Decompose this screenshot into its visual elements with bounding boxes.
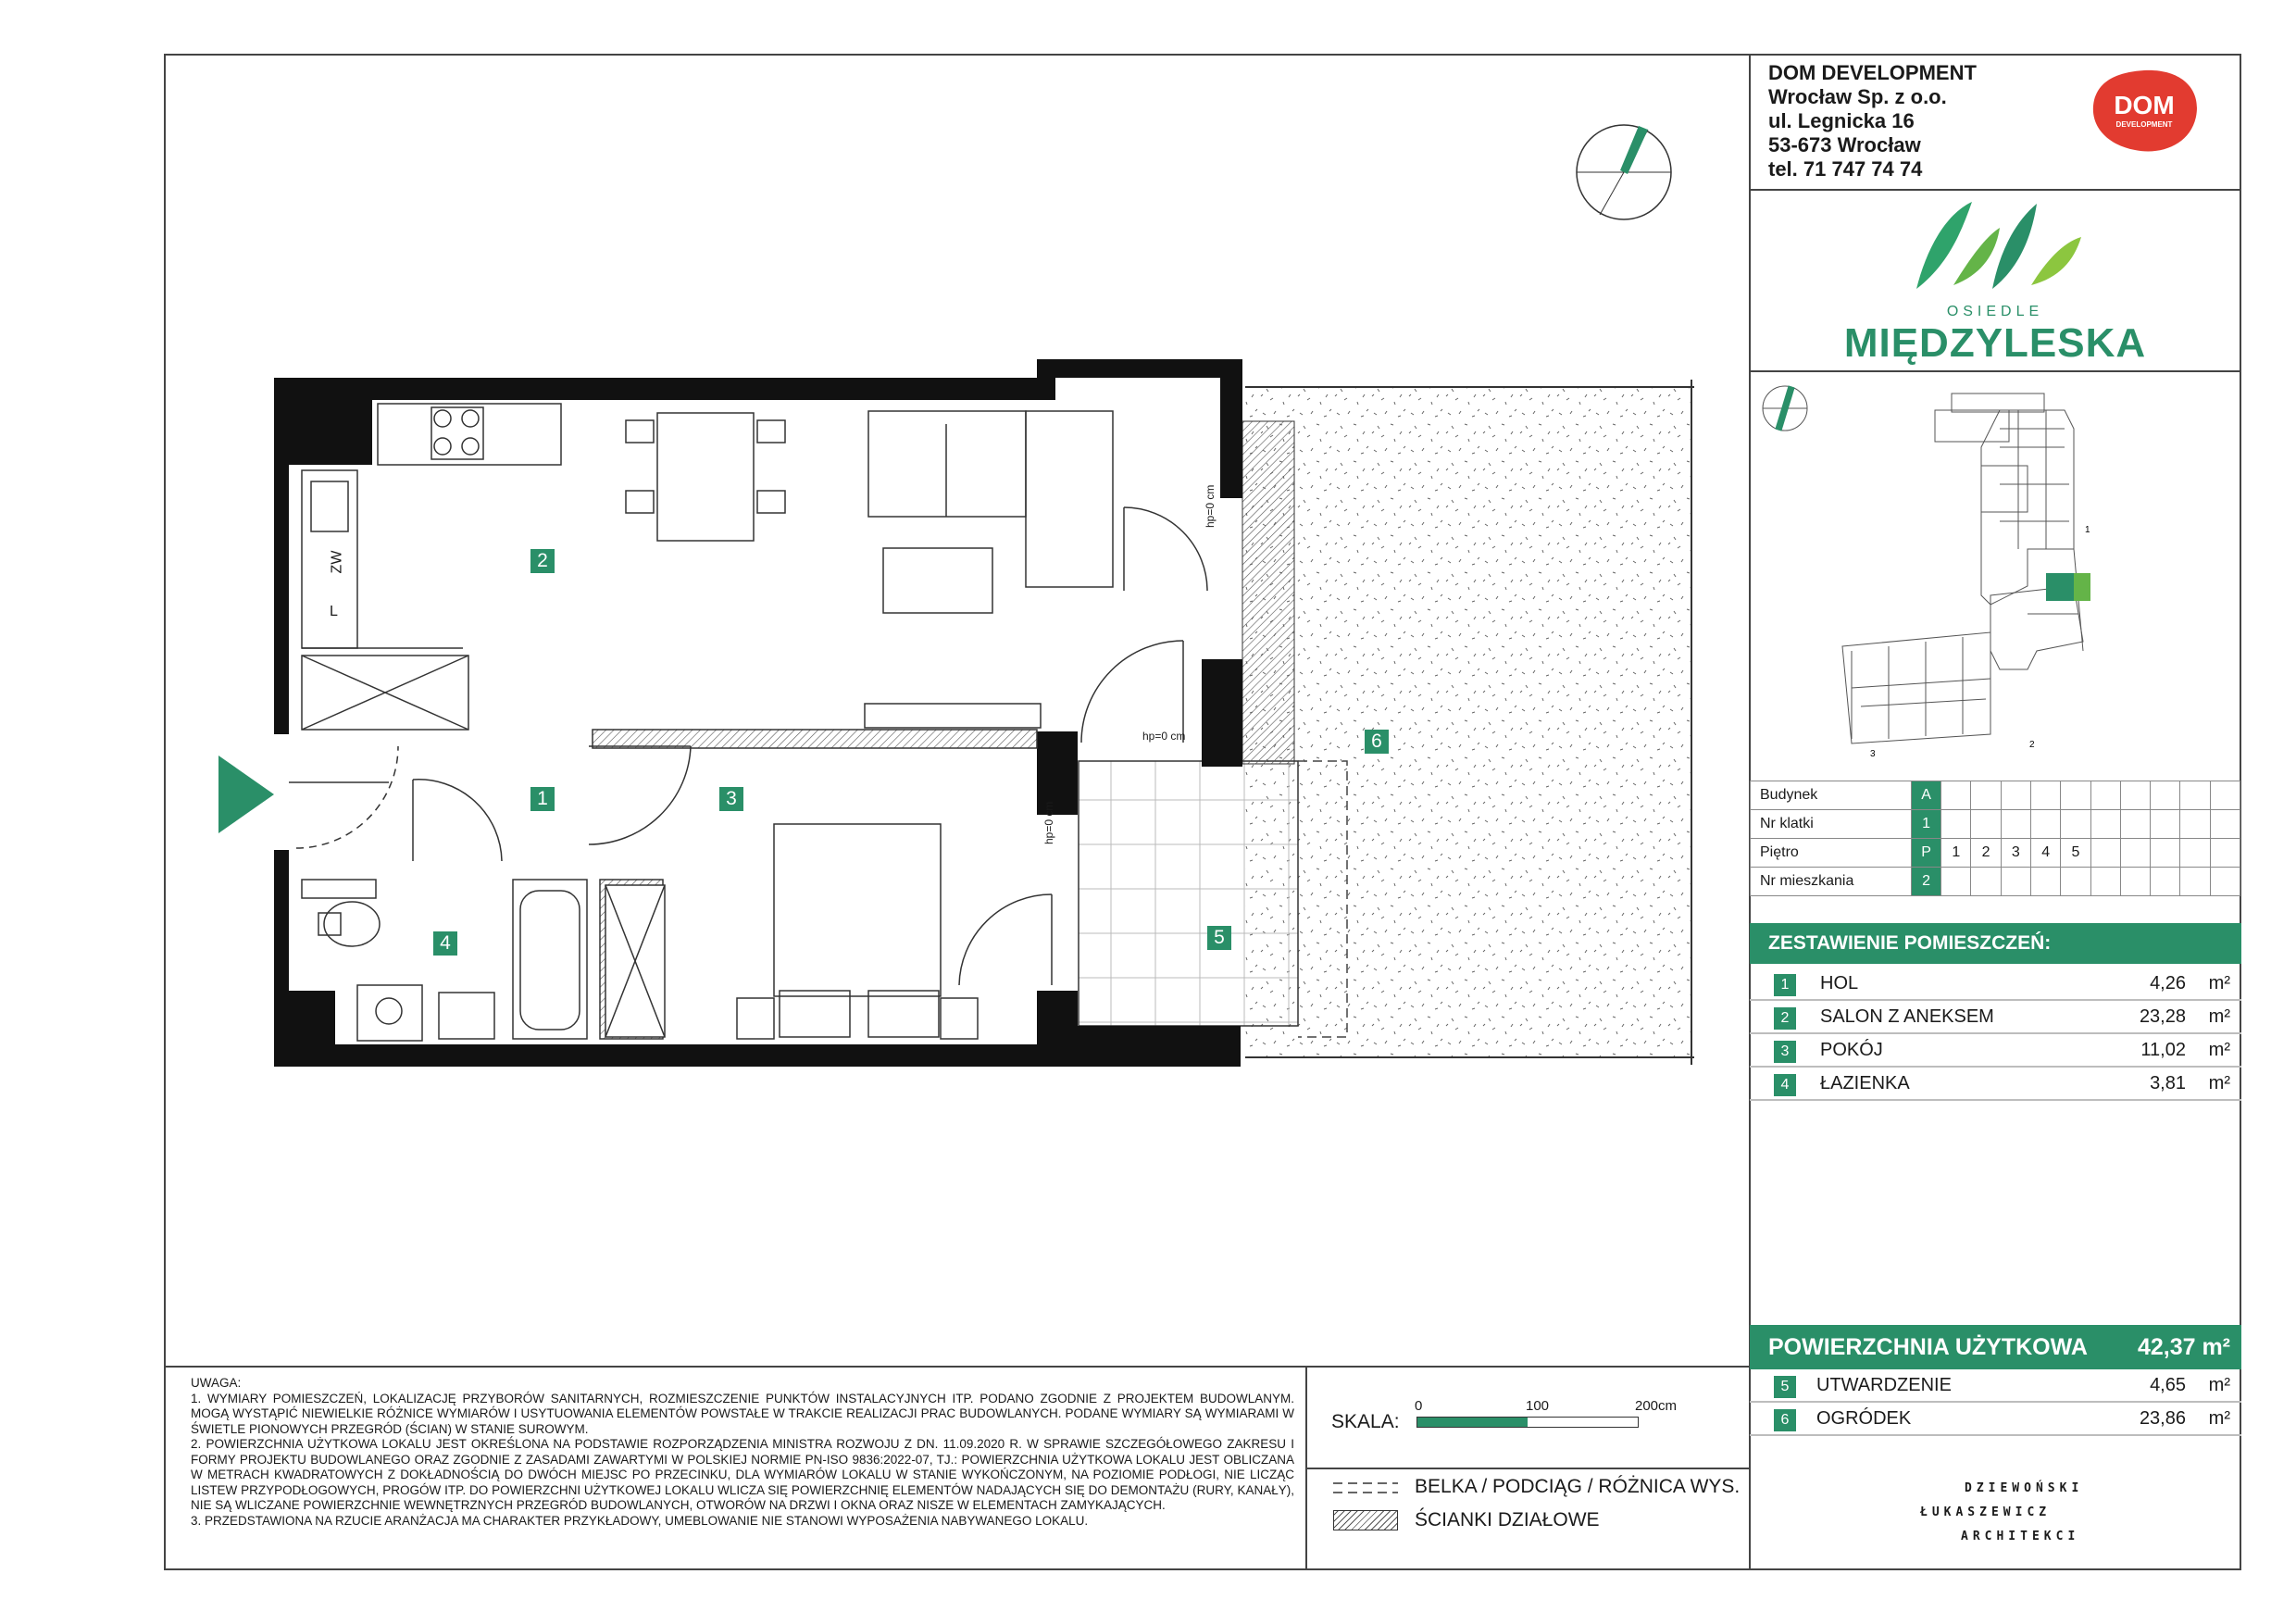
scale-tick-100: 100 — [1526, 1398, 1550, 1414]
room-name: ŁAZIENKA — [1820, 1073, 1910, 1093]
room-name: SALON Z ANEKSEM — [1820, 1006, 1994, 1027]
scale-bar — [1416, 1417, 1639, 1428]
project-name: MIĘDZYLESKA — [1843, 320, 2147, 366]
spec-value: 1 — [1911, 810, 1940, 839]
architect-line: ARCHITEKCI — [1961, 1530, 2080, 1543]
room-area-unit: m² — [2208, 1408, 2230, 1429]
room-name: POKÓJ — [1820, 1040, 1883, 1060]
company-city: 53-673 Wrocław — [1768, 133, 1921, 156]
entry-arrow-icon — [218, 756, 274, 833]
room-name: HOL — [1820, 973, 1859, 993]
company-street: ul. Legnicka 16 — [1768, 109, 1915, 132]
room-area-unit: m² — [2208, 1073, 2230, 1093]
spec-row-mieszkanie — [1751, 868, 2240, 896]
room-area-unit: m² — [2208, 1006, 2230, 1027]
floor-option: 3 — [2001, 839, 2030, 868]
spec-row-klatka — [1751, 810, 2240, 839]
threshold-label: hp=0 cm — [1204, 484, 1217, 528]
floor-option: 2 — [1971, 839, 2001, 868]
room-area-unit: m² — [2208, 1375, 2230, 1395]
floor-option: 5 — [2061, 839, 2090, 868]
threshold-label: hp=0 cm — [1142, 730, 1186, 743]
room-row — [1750, 968, 2241, 1001]
company-phone: tel. 71 747 74 74 — [1768, 157, 1923, 181]
spec-label: Budynek — [1751, 781, 1912, 810]
total-usable-area — [1750, 1325, 2241, 1369]
room-number-badge: 2 — [1774, 1007, 1796, 1030]
room-label-6: 6 — [1365, 730, 1389, 754]
spec-row-budynek — [1751, 781, 2240, 810]
room-area: 23,86 — [2139, 1408, 2186, 1429]
scale-tick-0: 0 — [1415, 1398, 1423, 1414]
room-area: 23,28 — [2139, 1006, 2186, 1027]
rooms-summary-title: ZESTAWIENIE POMIESZCZEŃ: — [1750, 923, 2241, 964]
apartment-spec-grid — [1750, 781, 2240, 896]
spec-value: 2 — [1911, 868, 1940, 896]
total-value: 42,37 m² — [2137, 1334, 2230, 1360]
keyplan-marker-2: 2 — [2029, 740, 2035, 750]
dom-logo-text: DOM — [2114, 91, 2175, 119]
dom-development-logo — [2085, 67, 2203, 156]
notes-block — [191, 1376, 1294, 1529]
extra-area-row — [1750, 1403, 2241, 1436]
floor-option: 4 — [2031, 839, 2061, 868]
room-label-2: 2 — [530, 549, 555, 573]
architect-line: ŁUKASZEWICZ — [1920, 1505, 2052, 1519]
legend-partition-label: ŚCIANKI DZIAŁOWE — [1415, 1509, 1600, 1530]
divider-notes — [164, 1366, 1751, 1368]
spec-label: Nr mieszkania — [1751, 868, 1912, 896]
project-logo — [1907, 196, 2092, 298]
spec-value: A — [1911, 781, 1940, 810]
note-item: 2. POWIERZCHNIA UŻYTKOWA LOKALU JEST OKREŚLONA NA PODSTAWIE ROZPORZĄDZENIA MINISTRA ROZWOJU Z DN. 11.09.2020 R. W SPRAWIE SZCZEGÓŁOWEGO ZAKRESU I FORMY PROJEKTU BUDOWLANEGO ORAZ ZGODNIE Z ZASADAMI ZAWARTYMI W POLSKIEJ NORMIE PN-ISO 9836:2022-07, TJ.: POWIERZCHNIA UŻYTKOWA LOKALU JEST OBLICZANA W METRACH KWADRATOWYCH Z DOKŁADNOŚCIĄ DO DWÓCH MIEJSC PO PRZECINKU, DLA WYMIARÓW LOKALU W STANIE WYKOŃCZONYM, NA POZIOMIE PODŁOGI, NIE LICZĄC LISTEW PRZYPODŁOGOWYCH, PROGÓW ITP. DO POWIERZCHNI UŻYTKOWEJ LOKALU WLICZA SIĘ POWIERZCHNIĘ ELEMENTÓW NADAJĄCYCH SIĘ DO DEMONTAŻU (RURY, KANAŁY), NIE SĄ WLICZANE POWIERZCHNIE WEWNĘTRZNYCH PRZEGRÓD BUDOWLANYCH, OTWORÓW NA DRZWI I OKNA ORAZ NISZE W ELEMENTACH ZAMYKAJĄCYCH. — [191, 1437, 1294, 1512]
divider-logo — [1749, 370, 2241, 372]
room-number-badge: 4 — [1774, 1074, 1796, 1096]
project-prefix: OSIEDLE — [1946, 304, 2044, 319]
key-plan — [1750, 373, 2241, 781]
room-label-4: 4 — [433, 931, 457, 956]
room-area-unit: m² — [2208, 973, 2230, 993]
note-item: 1. WYMIARY POMIESZCZEŃ, LOKALIZACJĘ PRZYBORÓW SANITARNYCH, ROZMIESZCZENIE PUNKTÓW INSTALACYJNYCH ITP. PODANO ZGODNIE Z PROJEKTEM BUDOWLANYM. MOGĄ WYSTĄPIĆ NIEWIELKIE RÓŻNICE WYMIARÓW I USYTUOWANIA ELEMENTÓW POWSTAŁE W TRAKCIE REALIZACJI PRAC BUDOWLANYCH. PODANE WYMIARY SĄ WYMIARAMI W ŚWIETLE PIONOWYCH PRZEGRÓD (ŚCIAN) W STANIE SUROWYM. — [191, 1391, 1294, 1436]
room-label-1: 1 — [530, 787, 555, 811]
spec-label: Nr klatki — [1751, 810, 1912, 839]
appliance-label: L — [330, 604, 338, 619]
threshold-label: hp=0 cm — [1042, 801, 1055, 844]
notes-title: UWAGA: — [191, 1376, 242, 1390]
scale-label: SKALA: — [1331, 1411, 1400, 1432]
room-label-5: 5 — [1207, 926, 1231, 950]
room-number-badge: 3 — [1774, 1041, 1796, 1063]
room-area: 4,26 — [2150, 973, 2186, 993]
dashed-line-icon — [1333, 1480, 1398, 1494]
spec-row-pietro — [1751, 839, 2240, 868]
company-address — [1768, 61, 1977, 181]
room-number-badge: 5 — [1774, 1376, 1796, 1398]
room-number-badge: 6 — [1774, 1409, 1796, 1431]
room-number-badge: 1 — [1774, 974, 1796, 996]
company-branch: Wrocław Sp. z o.o. — [1768, 85, 1947, 108]
appliance-label: ZW — [329, 550, 345, 574]
room-row — [1750, 1001, 2241, 1034]
floor-option: 1 — [1941, 839, 1971, 868]
room-area: 3,81 — [2150, 1073, 2186, 1093]
divider-header — [1749, 189, 2241, 191]
extra-area-row — [1750, 1369, 2241, 1403]
company-name: DOM DEVELOPMENT — [1768, 61, 1977, 84]
total-label: POWIERZCHNIA UŻYTKOWA — [1768, 1334, 2088, 1360]
spec-value: P — [1911, 839, 1940, 868]
room-area-unit: m² — [2208, 1040, 2230, 1060]
architect-line: DZIEWOŃSKI — [1965, 1481, 2084, 1495]
keyplan-marker-1: 1 — [2085, 525, 2090, 535]
spec-label: Piętro — [1751, 839, 1912, 868]
dom-logo-subtext: DEVELOPMENT — [2115, 120, 2173, 129]
note-item: 3. PRZEDSTAWIONA NA RZUCIE ARANŻACJA MA CHARAKTER PRZYKŁADOWY, UMEBLOWANIE NIE STANOWI WYPOSAŻENIA NABYWANEGO LOKALU. — [191, 1513, 1089, 1528]
scale-tick-200: 200cm — [1635, 1398, 1678, 1414]
room-row — [1750, 1034, 2241, 1068]
room-area: 4,65 — [2150, 1375, 2186, 1395]
room-label-3: 3 — [719, 787, 743, 811]
room-name: OGRÓDEK — [1816, 1408, 1912, 1429]
keyplan-marker-3: 3 — [1870, 749, 1876, 759]
architect-logo — [1916, 1481, 2083, 1555]
divider-scale-legend — [1305, 1468, 1751, 1469]
legend-beam-label: BELKA / PODCIĄG / RÓŻNICA WYS. — [1415, 1476, 1741, 1497]
room-row — [1750, 1068, 2241, 1101]
room-area: 11,02 — [2140, 1040, 2186, 1060]
room-name: UTWARDZENIE — [1816, 1375, 1952, 1395]
hatch-icon — [1333, 1510, 1398, 1530]
